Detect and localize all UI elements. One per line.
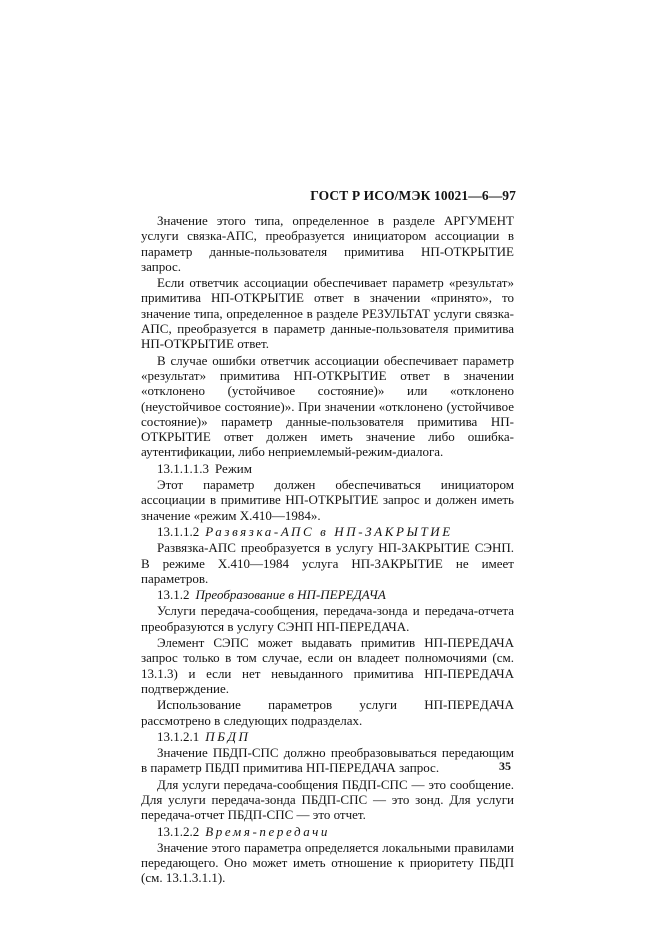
section-number: 13.1.1.2	[157, 523, 200, 539]
paragraph: Использование параметров услуги НП-ПЕРЕДАЧА рассмотрено в следующих подразделах.	[141, 697, 514, 728]
paragraph: Для услуги передача-сообщения ПБДП-СПС — это сообщение. Для услуги передача-зонда ПБДП-СПС — это зонд. Для услуги передача-отчет ПБДП-СПС — это отчет.	[141, 776, 514, 823]
paragraph: Значение этого параметра определяется локальными правилами передающего. Оно может иметь отношение к приоритету ПБДП (см. 13.1.3.1.1).	[141, 839, 514, 886]
section-title: Режим	[215, 460, 252, 476]
paragraph: Услуги передача-сообщения, передача-зонда и передача-отчета преобразуются в услугу СЭНП НП-ПЕРЕДАЧА.	[141, 603, 514, 634]
section-number: 13.1.1.1.3	[157, 460, 209, 476]
section-heading	[141, 524, 514, 539]
section-heading	[141, 587, 514, 602]
section-heading	[141, 461, 514, 476]
section-number: 13.1.2	[157, 587, 190, 603]
paragraph: Значение этого типа, определенное в разделе АРГУМЕНТ услуги связка-АПС, преобразуется инициатором ассоциации в параметр данные-пользователя примитива НП-ОТКРЫТИЕ запрос.	[141, 213, 514, 274]
paragraph: В случае ошибки ответчик ассоциации обеспечивает параметр «результат» примитива НП-ОТКРЫТИЕ ответ в значении «отклонено (устойчивое состояние)» или «отклонено (неустойчивое состояние)». При значении «отклонено (устойчивое состояние)» параметр данные-пользователя примитива НП-ОТКРЫТИЕ ответ должен иметь значение либо ошибка-аутентификации, либо неприемлемый-режим-диалога.	[141, 352, 514, 460]
section-title: Развязка-АПС в НП-ЗАКРЫТИЕ	[205, 523, 453, 539]
paragraph: Развязка-АПС преобразуется в услугу НП-ЗАКРЫТИЕ СЭНП. В режиме Х.410—1984 услуга НП-ЗАКРЫТИЕ не имеет параметров.	[141, 540, 514, 586]
paragraph: Если ответчик ассоциации обеспечивает параметр «результат» примитива НП-ОТКРЫТИЕ ответ в значении «принято», то значение типа, определенное в разделе РЕЗУЛЬТАТ услуги связка-АПС, преобразуется в параметр данные-пользователя примитива НП-ОТКРЫТИЕ ответ.	[141, 275, 514, 352]
section-number: 13.1.2.2	[157, 823, 200, 839]
section-heading	[141, 729, 514, 744]
paragraph: Элемент СЭПС может выдавать примитив НП-ПЕРЕДАЧА запрос только в том случае, если он владеет полномочиями (см. 13.1.3) и если нет невыданного примитива НП-ПЕРЕДАЧА подтверждение.	[141, 635, 514, 696]
section-title: ПБДП	[205, 728, 251, 744]
section-number: 13.1.2.1	[157, 728, 200, 744]
section-title: Время-передачи	[205, 823, 331, 839]
paragraph: Этот параметр должен обеспечиваться инициатором ассоциации в примитиве НП-ОТКРЫТИЕ запрос и должен иметь значение «режим Х.410—1984».	[141, 477, 514, 523]
document-header: ГОСТ Р ИСО/МЭК 10021—6—97	[310, 188, 516, 203]
document-body	[141, 213, 514, 887]
paragraph: Значение ПБДП-СПС должно преобразовываться передающим в параметр ПБДП примитива НП-ПЕРЕДАЧА запрос.	[141, 745, 514, 776]
page-number: 35	[499, 759, 511, 773]
section-heading	[141, 824, 514, 839]
section-title: Преобразование в НП-ПЕРЕДАЧА	[195, 587, 386, 603]
